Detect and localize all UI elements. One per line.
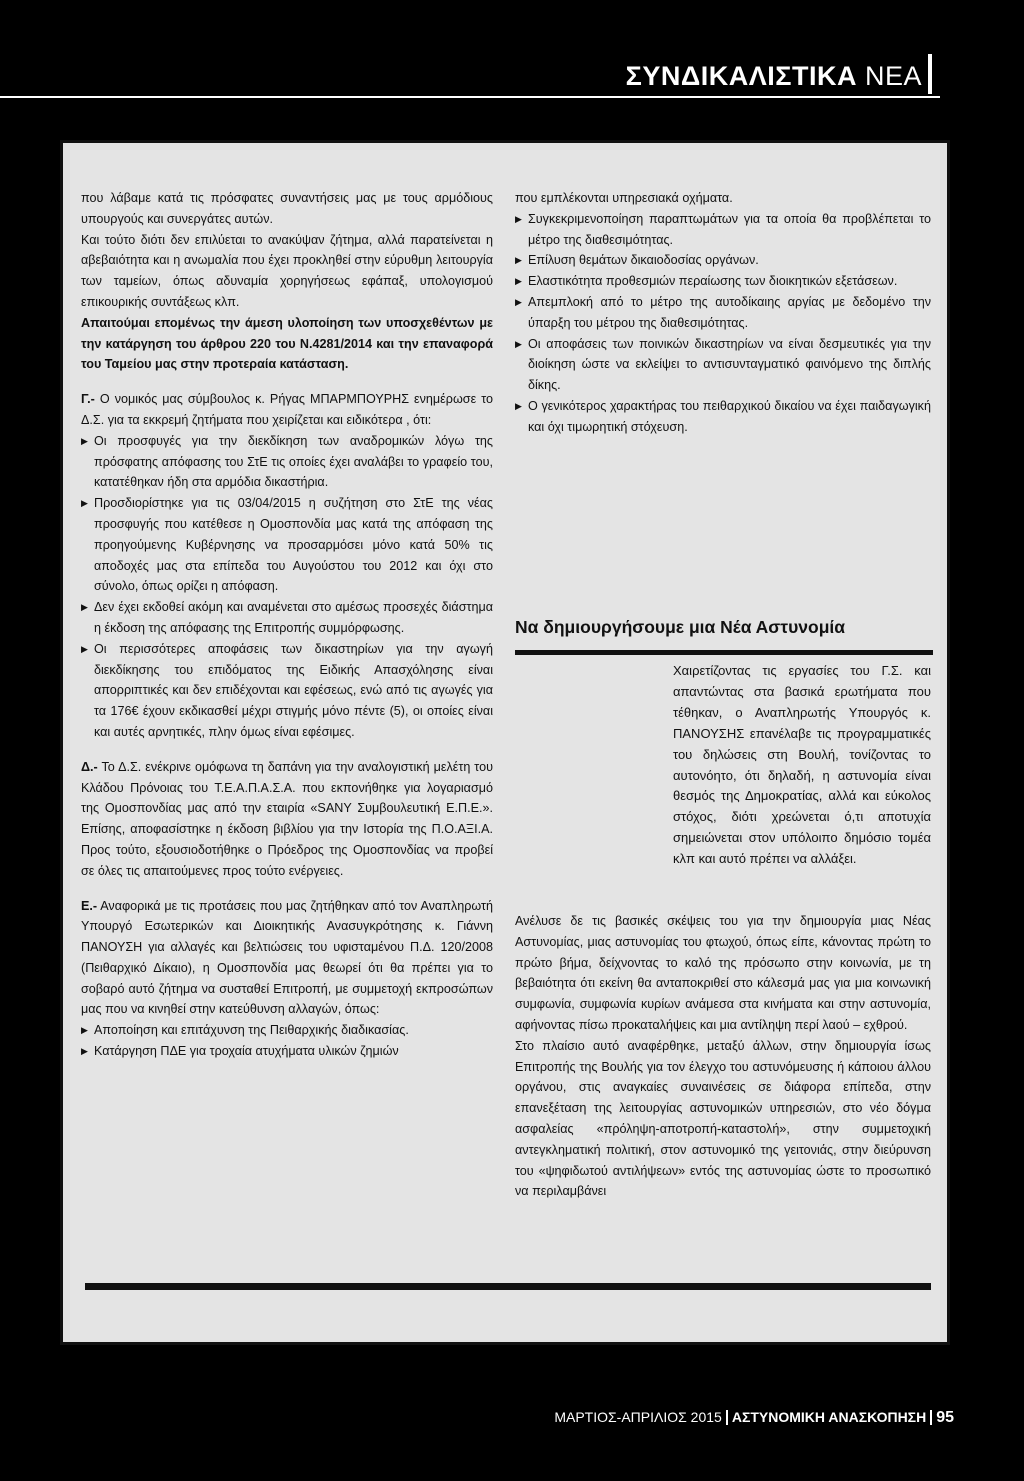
left-paragraph-1: που λάβαμε κατά τις πρόσφατες συναντήσεις μας με τους αρμόδιους υπουργούς και συνεργάτες αυτών. xyxy=(81,191,493,226)
section-title-light: ΝΕΑ xyxy=(864,61,922,92)
bullet-text: Επίλυση θεμάτων δικαιοδοσίας οργάνων. xyxy=(528,253,759,268)
demand-paragraph xyxy=(81,313,493,375)
triangle-bullet-icon: ▶ xyxy=(81,1046,88,1057)
triangle-bullet-icon: ▶ xyxy=(81,643,88,654)
section-e-label: Ε.- xyxy=(81,898,98,913)
article-intro-text: Χαιρετίζοντας τις εργασίες του Γ.Σ. και απαντώντας στα βασικά ερωτήματα που τέθηκαν, ο Αναπληρωτής Υπουργός κ. ΠΑΝΟΥΣΗΣ επανέλαβε τις προγραμματικές του δηλώσεις στη Βουλή, τονίζοντας το αυτονόητο, ότι δηλαδή, η αστυνομία είναι θεσμός της Δημοκρατίας, αλλά και εύκολος στόχος, διότι χρεώνεται ό,τι αποτυχία σημειώνεται στον υπόλοιπο δημόσιο τομέα κλπ και αυτό πρέπει να αλλάξει. xyxy=(673,663,931,867)
page-number: 95 xyxy=(936,1409,954,1426)
list-item xyxy=(81,597,493,639)
footer-separator-icon xyxy=(726,1410,728,1425)
header-rule xyxy=(0,96,940,98)
left-paragraph-2: Και τούτο διότι δεν επιλύεται το ανακύψαν ζήτημα, αλλά παρατείνεται η αβεβαιότητα και η ανωμαλία που έχει προκληθεί στην εύρυθμη λειτουργία των ταμείων, όπως αδυναμία χορηγήσεως εφάπαξ, υπολογισμού επικουρικής συντάξεως κλπ. xyxy=(81,232,493,309)
article-body xyxy=(515,911,931,1202)
list-item xyxy=(81,493,493,597)
section-g xyxy=(81,389,493,431)
triangle-bullet-icon: ▶ xyxy=(515,255,522,266)
article-title: Να δημιουργήσουμε μια Νέα Αστυνομία xyxy=(515,617,846,637)
triangle-bullet-icon: ▶ xyxy=(515,296,522,307)
section-title-bold: ΣΥΝΔΙΚΑΛΙΣΤΙΚΑ xyxy=(625,61,857,92)
article-title-rule xyxy=(515,650,933,655)
bullet-text: Αποποίηση και επιτάχυνση της Πειθαρχικής διαδικασίας. xyxy=(94,1023,409,1038)
list-item xyxy=(515,334,931,396)
bottom-rule xyxy=(85,1283,931,1290)
article-intro xyxy=(673,661,931,870)
section-d-label: Δ.- xyxy=(81,759,98,774)
triangle-bullet-icon: ▶ xyxy=(515,400,522,411)
triangle-bullet-icon: ▶ xyxy=(515,276,522,287)
footer-issue: ΜΑΡΤΙΟΣ-ΑΠΡΙΛΙΟΣ 2015 xyxy=(554,1409,722,1425)
section-e xyxy=(81,896,493,1021)
bullet-text: Απεμπλοκή από το μέτρο της αυτοδίκαιης αργίας με δεδομένο την ύπαρξη του μέτρου της διαθεσιμότητας. xyxy=(528,294,931,330)
bullet-text: Ο γενικότερος χαρακτήρας του πειθαρχικού δικαίου να έχει παιδαγωγική και όχι τιμωρητική στόχευση. xyxy=(528,398,931,434)
bullet-text: Οι αποφάσεις των ποινικών δικαστηρίων να είναι δεσμευτικές για την διοίκηση ώστε να εκλείψει το αντισυνταγματικό φαινόμενο της διπλής δίκης. xyxy=(528,336,931,393)
bullet-text: Ελαστικότητα προθεσμιών περαίωσης των διοικητικών εξετάσεων. xyxy=(528,274,898,289)
triangle-bullet-icon: ▶ xyxy=(81,498,88,509)
list-item xyxy=(81,1041,493,1062)
triangle-bullet-icon: ▶ xyxy=(515,338,522,349)
triangle-bullet-icon: ▶ xyxy=(81,1025,88,1036)
article-paragraph-1: Ανέλυσε δε τις βασικές σκέψεις του για την δημιουργία μιας Νέας Αστυνομίας, μιας αστυνομίας του φτωχού, όπως είπε, κάνοντας πρώτη το πρώτο βήμα, δείχνοντας το καλό της πρόσωπο στην κοινωνία, με τη βεβαιότητα ότι εκείνη θα ανταποκριθεί στο κάλεσμά μας για μια κοινωνική συμφωνία, συμφωνία κυρίων ανάμεσα στα κινήματα και στην αστυνομία, αφήνοντας πίσω προκαταλήψεις και μια αντίληψη περί λαού – εχθρού. xyxy=(515,914,931,1032)
list-item xyxy=(515,250,931,271)
section-e-text: Αναφορικά με τις προτάσεις που μας ζητήθηκαν από τον Αναπληρωτή Υπουργό Εσωτερικών και Διοικητικής Ανασυγκρότησης κ. Γιάννη ΠΑΝΟΥΣΗ για αλλαγές και βελτιώσεις του υφισταμένου Π.Δ. 120/2008 (Πειθαρχικό Δίκαιο), η Ομοσπονδία μας θεωρεί ότι θα πρέπει για το σοβαρό αυτό ζήτημα να συσταθεί Επιτροπή, με συμμετοχή εκπροσώπων μας που να κινηθεί στην κατεύθυνση αλλαγών, όπως: xyxy=(81,898,493,1017)
bullet-text: Συγκεκριμενοποίηση παραπτωμάτων για τα οποία θα προβλέπεται το μέτρο της διαθεσιμότητας. xyxy=(528,211,931,247)
section-d-text: Το Δ.Σ. ενέκρινε ομόφωνα τη δαπάνη για την αναλογιστική μελέτη του Κλάδου Πρόνοιας του Τ.Ε.Α.Π.Α.Σ.Α. που εκπονήθηκε για λογαριασμό της Ομοσπονδίας μας από την εταιρία «SANY Συμβουλευτική Ε.Π.Ε.». Επίσης, αποφασίστηκε η έκδοση βιβλίου για την Ιστορία της Π.Ο.ΑΞΙ.Α. Προς τούτο, εξουσιοδοτήθηκε ο Πρόεδρος της Ομοσπονδίας να προβεί σε όλες τις απαιτούμενες προς τούτο ενέργειες. xyxy=(81,759,493,878)
content-frame xyxy=(60,140,950,1345)
footer-publication: ΑΣΤΥΝΟΜΙΚΗ ΑΝΑΣΚΟΠΗΣΗ xyxy=(731,1409,927,1425)
list-item xyxy=(81,431,493,493)
list-item xyxy=(515,396,931,438)
list-item xyxy=(81,639,493,743)
right-paragraph-1: που εμπλέκονται υπηρεσιακά οχήματα. xyxy=(515,191,733,205)
section-g-label: Γ.- xyxy=(81,392,95,407)
triangle-bullet-icon: ▶ xyxy=(81,602,88,613)
section-d xyxy=(81,757,493,882)
footer-separator-icon xyxy=(930,1410,932,1425)
bullet-text: Οι περισσότερες αποφάσεις των δικαστηρίων για την αγωγή διεκδίκησης του επιδόματος της Ειδικής Απασχόλησης είναι απορριπτικές και δεν επιδέχονται και εφέσεως, ενώ από τις αγωγές για τα 176€ έχουν εκδικασθεί μέχρι στιγμής μόνο πέντε (5), οι οποίες είναι και αυτές αρνητικές, πλην όμως είναι εφέσιμες. xyxy=(94,641,493,739)
triangle-bullet-icon: ▶ xyxy=(515,213,522,224)
bullet-text: Προσδιορίστηκε για τις 03/04/2015 η συζήτηση στο ΣτΕ της νέας προσφυγής που κατέθεσε η Ομοσπονδία μας κατά της απόφαση της προηγούμενης Κυβέρνησης να προσαρμόσει μόνο κατά 50% τις αποδοχές μας στα επίπεδα του Αυγούστου του 2012 και όχι στο σύνολο, όπως ορίζει η απόφαση. xyxy=(94,496,493,594)
left-column xyxy=(81,188,493,1062)
list-item xyxy=(515,271,931,292)
bullet-text: Κατάργηση ΠΔΕ για τροχαία ατυχήματα υλικών ζημιών xyxy=(94,1044,399,1059)
article-paragraph-2: Στο πλαίσιο αυτό αναφέρθηκε, μεταξύ άλλων, στην δημιουργία ίσως Επιτροπής της Βουλής για τον έλεγχο του αστυνόμευσης ή κάποιου άλλου οργάνου, στις αναγκαίες συναινέσεις σε διάφορα επίπεδα, στην επανεξέταση της λειτουργίας αστυνομικών υπηρεσιών, στο νέο δόγμα ασφαλείας «πρόληψη-αποτροπή-καταστολή», στην συμμετοχική αντεγκληματική πολιτική, στον αστυνομικό της γειτονιάς, στην διεύρυνση του «ψηφιδωτού αντιλήψεων» εντός της αστυνομίας ώστε το προσωπικό να περιλαμβάνει xyxy=(515,1038,931,1199)
section-header xyxy=(626,58,932,98)
demand-bold-text: Απαιτούμαι επομένως την άμεση υλοποίηση των υποσχεθέντων με την κατάργηση του άρθρου 220 του Ν.4281/2014 και την επαναφορά του Ταμείου μας στην προτεραία κατάσταση. xyxy=(81,315,493,372)
triangle-bullet-icon: ▶ xyxy=(81,435,88,446)
list-item xyxy=(515,209,931,251)
list-item xyxy=(515,292,931,334)
bullet-text: Οι προσφυγές για την διεκδίκηση των αναδρομικών λόγω της πρόσφατης απόφασης του ΣτΕ τις οποίες έχει αναλάβει το γραφείο του, κατατέθηκαν ήδη στα αρμόδια δικαστήρια. xyxy=(94,433,493,490)
section-g-text: Ο νομικός μας σύμβουλος κ. Ρήγας ΜΠΑΡΜΠΟΥΡΗΣ ενημέρωσε το Δ.Σ. για τα εκκρεμή ζητήματα που χειρίζεται και ειδικότερα , ότι: xyxy=(81,392,493,427)
header-bar-icon xyxy=(928,54,932,94)
bullet-text: Δεν έχει εκδοθεί ακόμη και αναμένεται στο αμέσως προσεχές διάστημα η έκδοση της απόφασης της Επιτροπής συμμόρφωσης. xyxy=(94,600,493,635)
right-column xyxy=(515,188,931,438)
page-footer xyxy=(554,1409,954,1427)
list-item xyxy=(81,1020,493,1041)
